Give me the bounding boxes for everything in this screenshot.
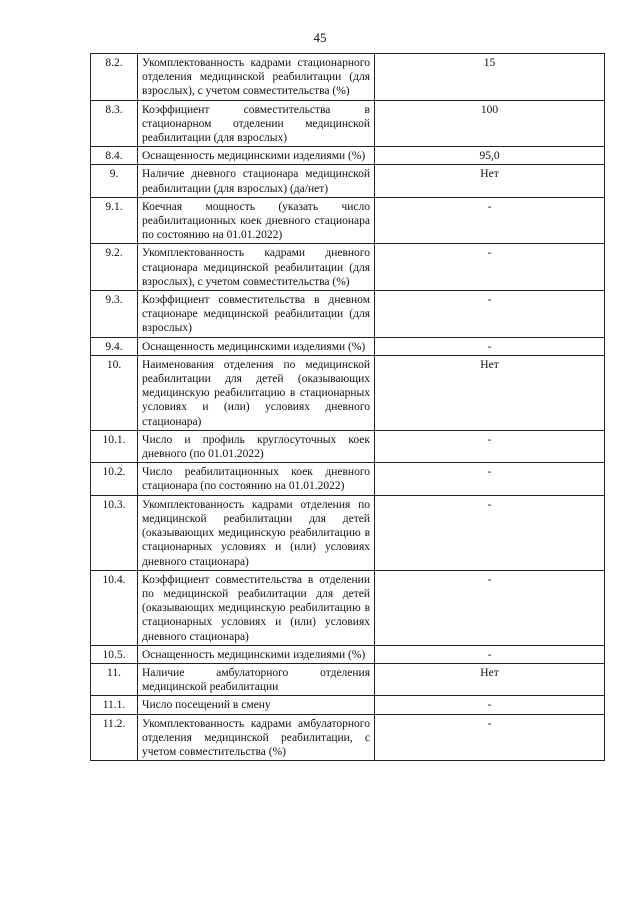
row-description: Оснащенность медицинскими изделиями (%): [138, 337, 375, 355]
row-number: 9.1.: [91, 197, 138, 244]
row-value: -: [375, 337, 605, 355]
table-row: [91, 197, 605, 244]
row-value: -: [375, 463, 605, 495]
row-value: -: [375, 714, 605, 761]
row-number: 9.: [91, 165, 138, 197]
row-value: -: [375, 291, 605, 338]
row-description: Укомплектованность кадрами стационарного отделения медицинской реабилитации (для взрослых), с учетом совместительства (%): [138, 54, 375, 101]
row-description: Число реабилитационных коек дневного стационара (по состоянию на 01.01.2022): [138, 463, 375, 495]
row-value: -: [375, 696, 605, 714]
row-number: 10.1.: [91, 430, 138, 462]
row-number: 10.3.: [91, 495, 138, 570]
row-value: Нет: [375, 355, 605, 430]
row-value: -: [375, 197, 605, 244]
table-row: [91, 355, 605, 430]
row-value: -: [375, 645, 605, 663]
row-value: -: [375, 570, 605, 645]
row-description: Наличие амбулаторного отделения медицинской реабилитации: [138, 663, 375, 695]
row-number: 11.1.: [91, 696, 138, 714]
row-description: Коечная мощность (указать число реабилитационных коек дневного стационара по состоянию на 01.01.2022): [138, 197, 375, 244]
table-row: [91, 430, 605, 462]
row-description: Наличие дневного стационара медицинской реабилитации (для взрослых) (да/нет): [138, 165, 375, 197]
row-description: Укомплектованность кадрами отделения по медицинской реабилитации для детей (оказывающих медицинскую реабилитацию в стационарных условиях и (или) условиях дневного стационара): [138, 495, 375, 570]
row-value: 15: [375, 54, 605, 101]
indicators-table: [90, 53, 605, 761]
row-description: Укомплектованность кадрами дневного стационара медицинской реабилитации (для взрослых), с учетом совместительства (%): [138, 244, 375, 291]
row-number: 9.2.: [91, 244, 138, 291]
table-row: [91, 495, 605, 570]
row-number: 10.2.: [91, 463, 138, 495]
row-number: 10.4.: [91, 570, 138, 645]
row-value: Нет: [375, 165, 605, 197]
table-row: [91, 291, 605, 338]
table-row: [91, 663, 605, 695]
row-description: Укомплектованность кадрами амбулаторного отделения медицинской реабилитации, с учетом совместительства (%): [138, 714, 375, 761]
row-description: Число посещений в смену: [138, 696, 375, 714]
row-description: Наименования отделения по медицинской реабилитации для детей (оказывающих медицинскую реабилитацию в стационарных условиях и (или) условиях дневного стационара): [138, 355, 375, 430]
page-number: 45: [313, 30, 327, 45]
table-row: [91, 570, 605, 645]
row-description: Оснащенность медицинскими изделиями (%): [138, 147, 375, 165]
row-description: Число и профиль круглосуточных коек дневного (по 01.01.2022): [138, 430, 375, 462]
row-number: 11.2.: [91, 714, 138, 761]
table-row: [91, 54, 605, 101]
row-value: -: [375, 430, 605, 462]
row-description: Коэффициент совместительства в отделении по медицинской реабилитации для детей (оказывающих медицинскую реабилитацию в стационарных условиях и (или) условиях дневного стационара): [138, 570, 375, 645]
row-number: 8.4.: [91, 147, 138, 165]
row-value: 95,0: [375, 147, 605, 165]
row-value: -: [375, 244, 605, 291]
table-row: [91, 696, 605, 714]
row-number: 11.: [91, 663, 138, 695]
row-description: Коэффициент совместительства в дневном стационаре медицинской реабилитации (для взрослых): [138, 291, 375, 338]
row-number: 8.2.: [91, 54, 138, 101]
row-number: 9.3.: [91, 291, 138, 338]
row-number: 8.3.: [91, 100, 138, 147]
table-row: [91, 337, 605, 355]
row-number: 10.5.: [91, 645, 138, 663]
table-row: [91, 463, 605, 495]
table-row: [91, 714, 605, 761]
table-row: [91, 147, 605, 165]
table-row: [91, 100, 605, 147]
row-value: -: [375, 495, 605, 570]
table-row: [91, 645, 605, 663]
row-value: 100: [375, 100, 605, 147]
row-number: 10.: [91, 355, 138, 430]
row-description: Коэффициент совместительства в стационарном отделении медицинской реабилитации (для взрослых): [138, 100, 375, 147]
row-value: Нет: [375, 663, 605, 695]
row-number: 9.4.: [91, 337, 138, 355]
table-row: [91, 165, 605, 197]
table-row: [91, 244, 605, 291]
row-description: Оснащенность медицинскими изделиями (%): [138, 645, 375, 663]
